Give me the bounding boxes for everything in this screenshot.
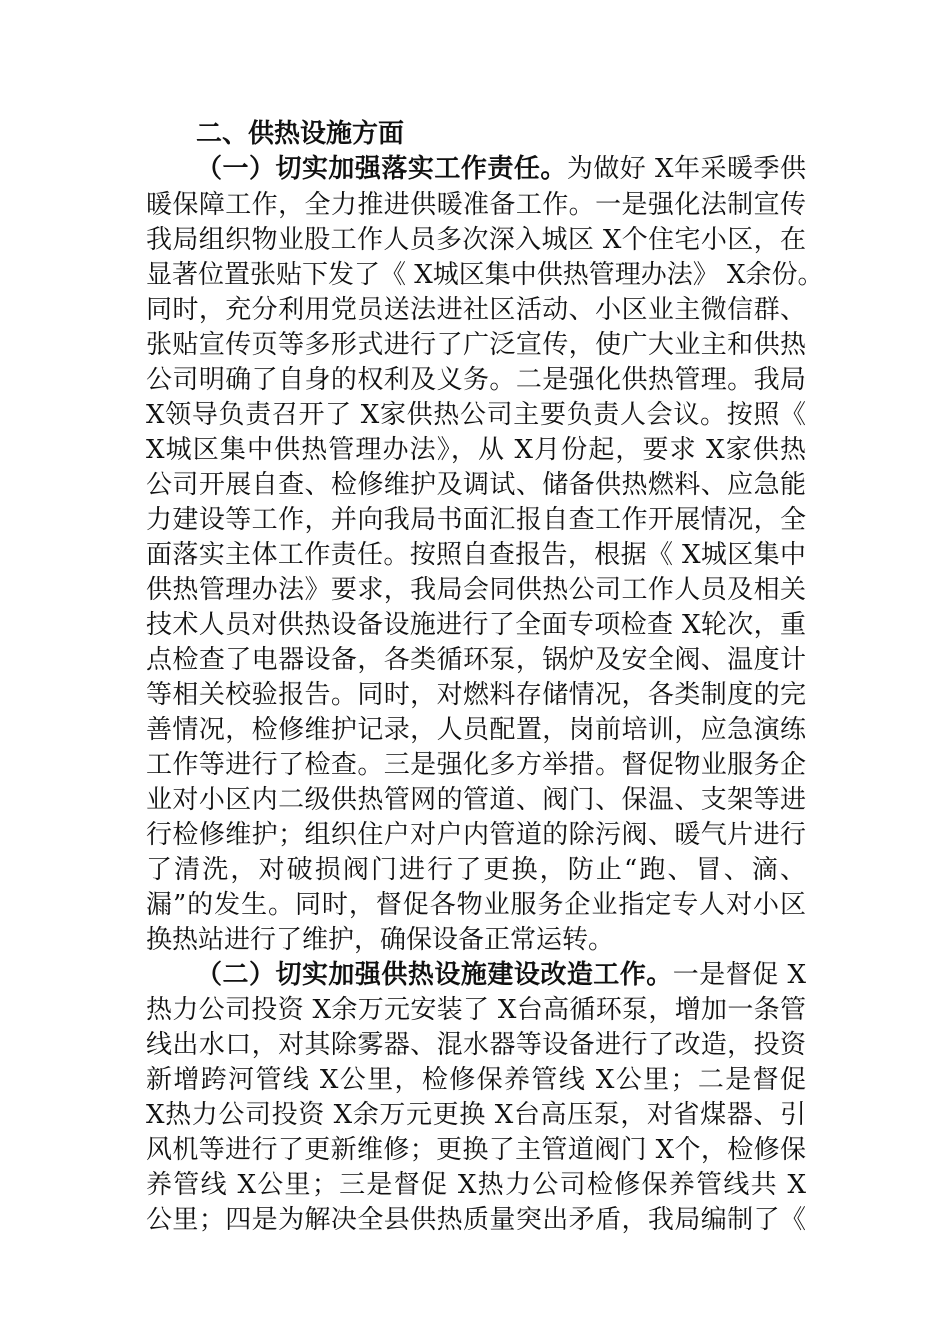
paragraph-2-line: X热力公司投资 X余万元更换 X台高压泵，对省煤器、引: [146, 1100, 806, 1130]
paragraph-1-line: 公司开展自查、检修维护及调试、储备供热燃料、应急能: [146, 470, 806, 500]
paragraph-1-line: 行检修维护；组织住户对户内管道的除污阀、暖气片进行: [146, 820, 806, 850]
paragraph-2-line-1: [196, 958, 806, 992]
paragraph-1-line: 张贴宣传页等多形式进行了广泛宣传，使广大业主和供热: [146, 330, 806, 360]
paragraph-1-line: X城区集中供热管理办法》，从 X月份起，要求 X家供热: [146, 435, 806, 465]
paragraph-1-line: 力建设等工作，并向我局书面汇报自查工作开展情况，全: [146, 505, 806, 535]
section-heading: 二、供热设施方面: [196, 119, 405, 149]
paragraph-2-line: 线出水口，对其除雾器、混水器等设备进行了改造，投资: [146, 1030, 806, 1060]
paragraph-1-line: 供热管理办法》要求，我局会同供热公司工作人员及相关: [146, 575, 806, 605]
paragraph-2-line: 公里；四是为解决全县供热质量突出矛盾，我局编制了《: [146, 1205, 806, 1235]
paragraph-1-line: 善情况，检修维护记录，人员配置，岗前培训，应急演练: [146, 715, 806, 745]
paragraph-1-line: 显著位置张贴下发了《 X城区集中供热管理办法》 X余份。: [146, 260, 824, 290]
paragraph-1-line-1: [196, 152, 806, 186]
paragraph-1-line: 点检查了电器设备，各类循环泵，锅炉及安全阀、温度计: [146, 645, 806, 675]
paragraph-1-line: 漏”的发生。同时，督促各物业服务企业指定专人对小区: [146, 890, 806, 920]
paragraph-2-line-1-rest: 一是督促 X: [672, 960, 806, 990]
paragraph-1-line: 公司明确了自身的权利及义务。二是强化供热管理。我局: [146, 365, 806, 395]
paragraph-1-line-1-rest: 为做好 X年采暖季供: [566, 154, 806, 184]
paragraph-1-line: X领导负责召开了 X家供热公司主要负责人会议。按照《: [146, 400, 806, 430]
paragraph-2-line: 新增跨河管线 X公里，检修保养管线 X公里；二是督促: [146, 1065, 806, 1095]
paragraph-1-line-last: 换热站进行了维护，确保设备正常运转。: [146, 925, 615, 955]
paragraph-1-line: 同时，充分利用党员送法进社区活动、小区业主微信群、: [146, 295, 806, 325]
paragraph-1-line: 工作等进行了检查。三是强化多方举措。督促物业服务企: [146, 750, 806, 780]
paragraph-2-line: 热力公司投资 X余万元安装了 X台高循环泵，增加一条管: [146, 995, 806, 1025]
paragraph-2-lead: （二）切实加强供热设施建设改造工作。: [196, 960, 673, 990]
paragraph-2-line: 风机等进行了更新维修；更换了主管道阀门 X个，检修保: [146, 1135, 806, 1165]
paragraph-1-line: 暖保障工作，全力推进供暖准备工作。一是强化法制宣传: [146, 190, 806, 220]
paragraph-1-line: 面落实主体工作责任。按照自查报告，根据《 X城区集中: [146, 540, 806, 570]
paragraph-1-line: 我局组织物业股工作人员多次深入城区 X个住宅小区，在: [146, 225, 806, 255]
paragraph-1-line: 业对小区内二级供热管网的管道、阀门、保温、支架等进: [146, 785, 806, 815]
paragraph-1-line: 技术人员对供热设备设施进行了全面专项检查 X轮次，重: [146, 610, 806, 640]
paragraph-2-line: 养管线 X公里；三是督促 X热力公司检修保养管线共 X: [146, 1170, 806, 1200]
paragraph-1-lead: （一）切实加强落实工作责任。: [196, 154, 567, 184]
paragraph-1-line: 了清洗，对破损阀门进行了更换，防止“跑、冒、滴、: [146, 855, 806, 885]
paragraph-1-line: 等相关校验报告。同时，对燃料存储情况，各类制度的完: [146, 680, 806, 710]
